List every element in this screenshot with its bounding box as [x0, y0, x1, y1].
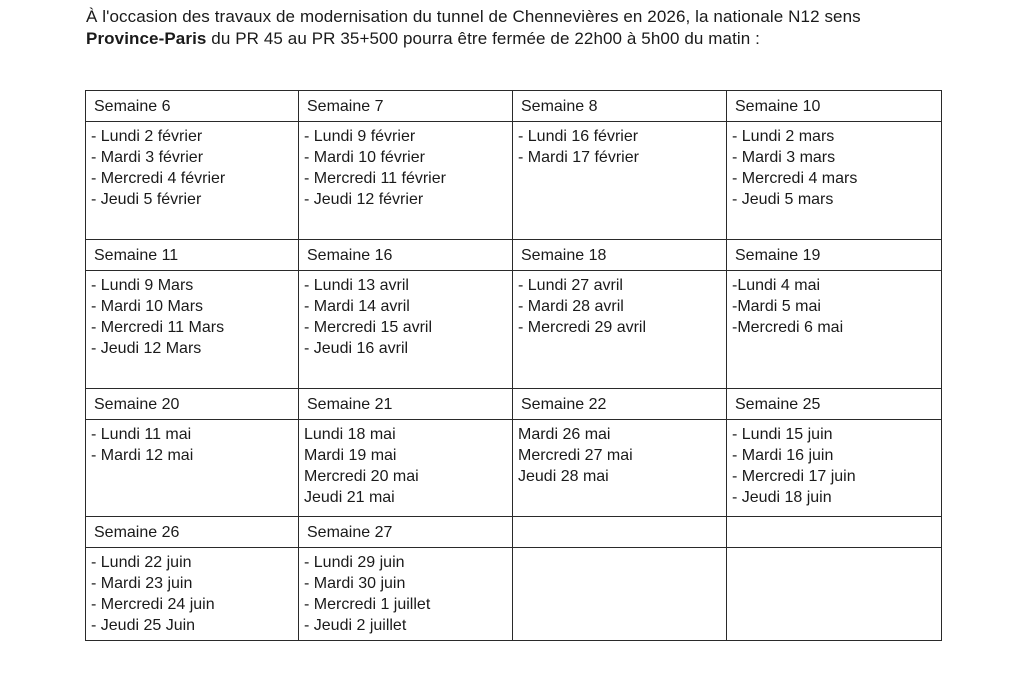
week-label: Semaine 18 — [513, 240, 727, 271]
closure-day: - Mardi 23 juin — [91, 575, 193, 592]
week-label: Semaine 11 — [86, 240, 299, 271]
closure-day: Mercredi 20 mai — [304, 468, 419, 485]
closure-day: - Mercredi 11 Mars — [91, 319, 225, 336]
closure-day: - Mercredi 17 juin — [732, 468, 856, 485]
closure-day: - Jeudi 5 mars — [732, 191, 834, 208]
closure-day: - Mercredi 11 février — [304, 170, 446, 187]
week-label: Semaine 19 — [727, 240, 942, 271]
closure-day: Mardi 19 mai — [304, 447, 397, 464]
week-days-cell — [513, 122, 727, 240]
week-days-row — [86, 122, 942, 240]
closure-day: - Mardi 3 février — [91, 149, 204, 166]
closure-day: - Mardi 10 Mars — [91, 298, 204, 315]
intro-direction-bold: Province-Paris — [86, 29, 207, 48]
intro-line-2: du PR 45 au PR 35+500 pourra être fermée de 22h00 à 5h00 du matin : — [206, 29, 760, 48]
week-days-cell — [86, 548, 299, 641]
closure-day: - Lundi 16 février — [518, 128, 639, 145]
closure-day: - Mardi 3 mars — [732, 149, 836, 166]
week-days-cell — [513, 548, 727, 641]
week-days-cell — [299, 122, 513, 240]
closure-day: - Mercredi 29 avril — [518, 319, 647, 336]
week-days-cell — [513, 271, 727, 389]
week-days-row — [86, 548, 942, 641]
week-label: Semaine 27 — [299, 517, 513, 548]
week-days-cell — [299, 548, 513, 641]
closure-day: - Jeudi 5 février — [91, 191, 202, 208]
closure-day: - Mercredi 4 mars — [732, 170, 858, 187]
closure-day: - Mercredi 4 février — [91, 170, 226, 187]
closure-day: Mercredi 27 mai — [518, 447, 633, 464]
closure-day: - Lundi 13 avril — [304, 277, 409, 294]
week-header-row — [86, 240, 942, 271]
week-days-cell — [299, 420, 513, 517]
closure-day: - Jeudi 18 juin — [732, 489, 832, 506]
intro-line-1: À l'occasion des travaux de modernisation du tunnel de Chennevières en 2026, la nationale N12 sens — [86, 7, 861, 26]
closure-day: - Jeudi 12 Mars — [91, 340, 202, 357]
closure-day: - Mardi 16 juin — [732, 447, 834, 464]
closure-day: - Lundi 15 juin — [732, 426, 833, 443]
week-label — [727, 517, 942, 548]
closure-day: Jeudi 21 mai — [304, 489, 395, 506]
week-header-row — [86, 91, 942, 122]
week-days-cell — [86, 271, 299, 389]
closure-day: - Lundi 11 mai — [91, 426, 192, 443]
closure-day: - Mardi 14 avril — [304, 298, 410, 315]
closure-day: - Mercredi 24 juin — [91, 596, 215, 613]
week-label: Semaine 20 — [86, 389, 299, 420]
week-days-cell — [513, 420, 727, 517]
closure-day: - Mardi 17 février — [518, 149, 639, 166]
closure-day: - Jeudi 25 Juin — [91, 617, 196, 634]
week-label: Semaine 8 — [513, 91, 727, 122]
week-days-cell — [727, 122, 942, 240]
week-days-cell — [86, 420, 299, 517]
closure-day: - Jeudi 16 avril — [304, 340, 409, 357]
week-days-cell — [727, 420, 942, 517]
closure-day: - Jeudi 2 juillet — [304, 617, 407, 634]
closure-day: - Mercredi 1 juillet — [304, 596, 431, 613]
closure-day: - Lundi 2 février — [91, 128, 203, 145]
week-days-row — [86, 420, 942, 517]
closure-day: - Lundi 9 février — [304, 128, 416, 145]
closure-day: - Jeudi 12 février — [304, 191, 424, 208]
week-label: Semaine 10 — [727, 91, 942, 122]
closure-day: Jeudi 28 mai — [518, 468, 609, 485]
week-label: Semaine 7 — [299, 91, 513, 122]
closure-day: - Lundi 9 Mars — [91, 277, 194, 294]
week-header-row — [86, 517, 942, 548]
week-days-cell — [86, 122, 299, 240]
week-label: Semaine 26 — [86, 517, 299, 548]
week-label — [513, 517, 727, 548]
week-label: Semaine 16 — [299, 240, 513, 271]
week-days-cell — [727, 548, 942, 641]
closure-day: -Mercredi 6 mai — [732, 319, 844, 336]
week-days-cell — [727, 271, 942, 389]
closure-day: - Mardi 10 février — [304, 149, 425, 166]
week-label: Semaine 21 — [299, 389, 513, 420]
week-days-row — [86, 271, 942, 389]
closure-day: - Lundi 2 mars — [732, 128, 835, 145]
closure-day: -Mardi 5 mai — [732, 298, 821, 315]
week-header-row — [86, 389, 942, 420]
closure-day: - Mardi 30 juin — [304, 575, 406, 592]
closure-day: Mardi 26 mai — [518, 426, 611, 443]
closure-day: Lundi 18 mai — [304, 426, 396, 443]
closure-day: -Lundi 4 mai — [732, 277, 821, 294]
intro-paragraph — [86, 6, 946, 50]
week-label: Semaine 25 — [727, 389, 942, 420]
week-label: Semaine 6 — [86, 91, 299, 122]
closure-day: - Lundi 27 avril — [518, 277, 623, 294]
week-days-cell — [299, 271, 513, 389]
closure-day: - Mardi 12 mai — [91, 447, 194, 464]
closure-schedule-table — [85, 90, 942, 641]
closure-day: - Lundi 22 juin — [91, 554, 192, 571]
closure-day: - Mardi 28 avril — [518, 298, 624, 315]
week-label: Semaine 22 — [513, 389, 727, 420]
closure-day: - Lundi 29 juin — [304, 554, 405, 571]
closure-day: - Mercredi 15 avril — [304, 319, 433, 336]
